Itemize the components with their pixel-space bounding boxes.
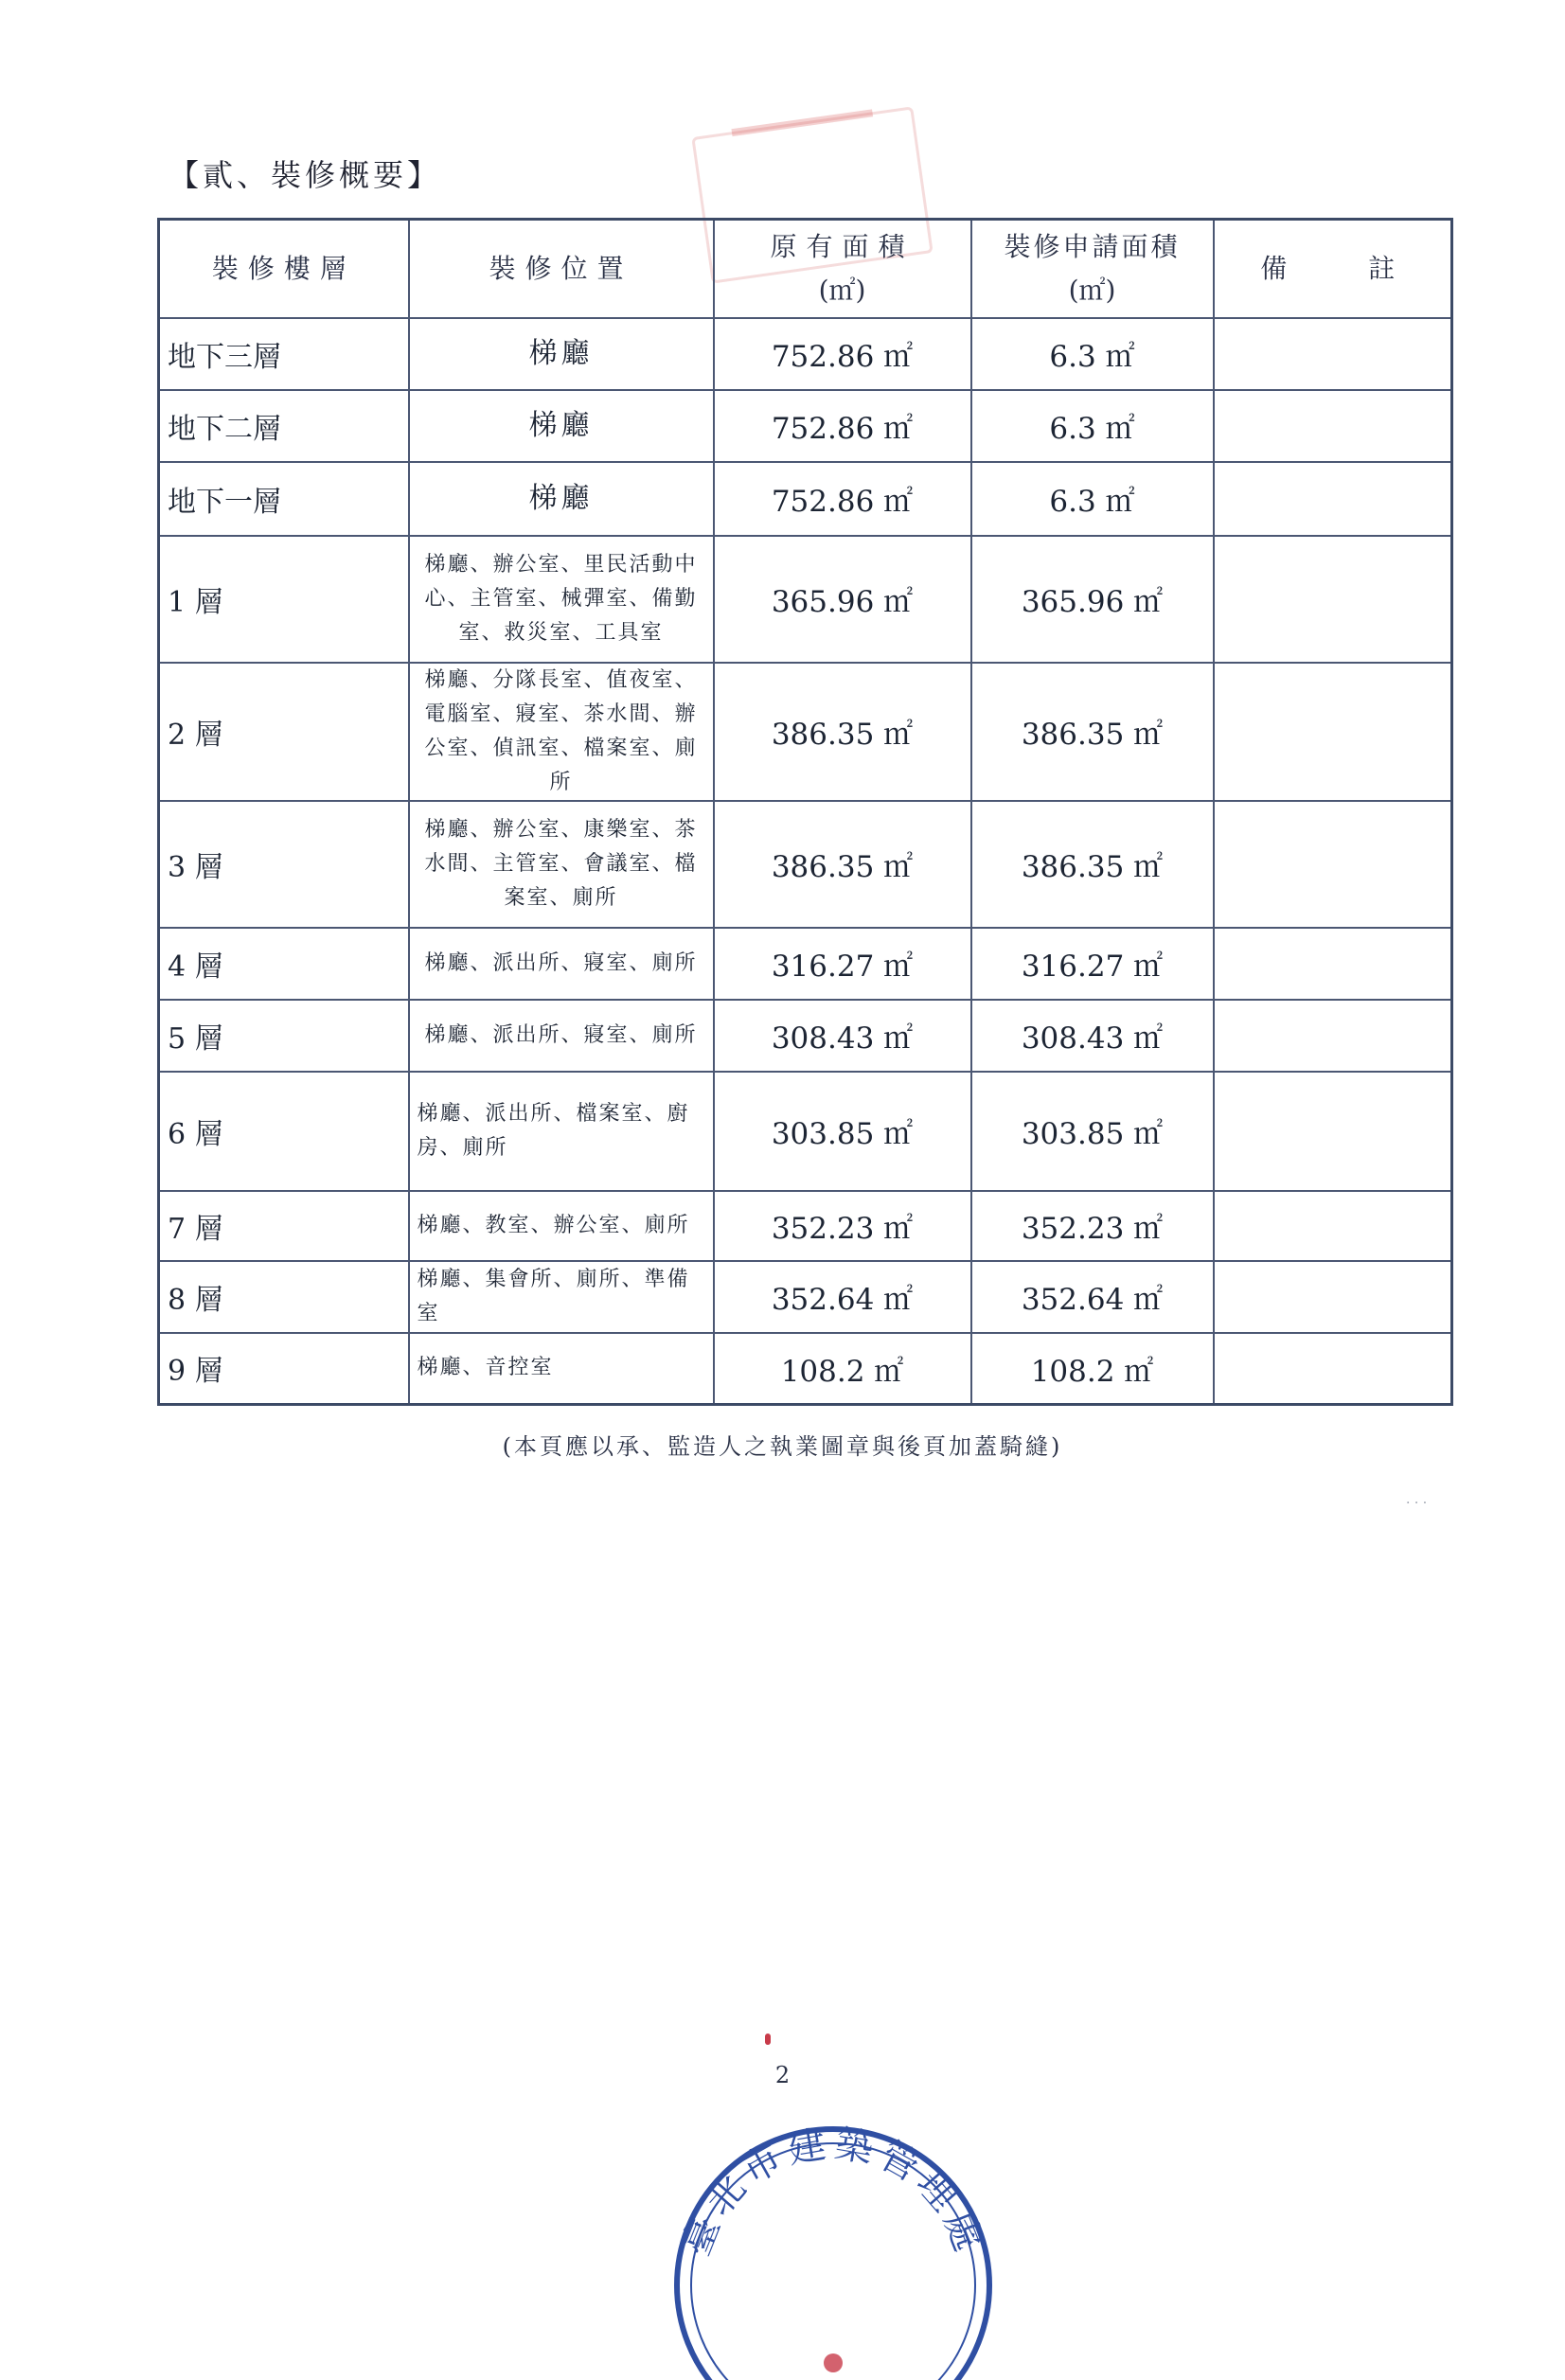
original-area-cell: 752.86 ㎡ [714, 462, 971, 536]
applied-area-cell: 316.27 ㎡ [971, 928, 1214, 1000]
original-area-cell: 352.64 ㎡ [714, 1261, 971, 1333]
applied-area-cell: 352.64 ㎡ [971, 1261, 1214, 1333]
applied-area-cell: 6.3 ㎡ [971, 390, 1214, 462]
applied-area-cell: 303.85 ㎡ [971, 1072, 1214, 1191]
location-cell: 梯廳、派出所、寢室、廁所 [409, 928, 714, 1000]
location-cell: 梯廳、教室、辦公室、廁所 [409, 1191, 714, 1261]
applied-area-cell: 308.43 ㎡ [971, 1000, 1214, 1072]
original-area-cell: 752.86 ㎡ [714, 390, 971, 462]
table-row [159, 536, 1452, 663]
location-cell: 梯廳 [409, 318, 714, 390]
remarks-cell [1214, 462, 1452, 536]
floor-cell: 地下二層 [159, 390, 409, 462]
location-cell: 梯廳、分隊長室、值夜室、電腦室、寢室、茶水間、辦公室、偵訊室、檔案室、廁所 [409, 663, 714, 801]
original-area-cell: 386.35 ㎡ [714, 663, 971, 801]
location-cell: 梯廳、派出所、檔案室、廚房、廁所 [409, 1072, 714, 1191]
applied-area-cell: 108.2 ㎡ [971, 1333, 1214, 1405]
original-area-cell: 352.23 ㎡ [714, 1191, 971, 1261]
applied-area-cell: 6.3 ㎡ [971, 462, 1214, 536]
location-cell: 梯廳 [409, 462, 714, 536]
table-row [159, 928, 1452, 1000]
location-cell: 梯廳、音控室 [409, 1333, 714, 1405]
remarks-cell [1214, 318, 1452, 390]
floor-cell: 地下三層 [159, 318, 409, 390]
table-row [159, 663, 1452, 801]
section-title: 【貳、裝修概要】 [169, 157, 442, 193]
header-remarks: 備 註 [1214, 220, 1452, 318]
original-area-cell: 308.43 ㎡ [714, 1000, 971, 1072]
floor-cell: 8 層 [159, 1261, 409, 1333]
remarks-cell [1214, 663, 1452, 801]
remarks-cell [1214, 1000, 1452, 1072]
applied-area-cell: 386.35 ㎡ [971, 663, 1214, 801]
official-seal [667, 2096, 999, 2380]
applied-area-cell: 386.35 ㎡ [971, 801, 1214, 928]
original-area-cell: 365.96 ㎡ [714, 536, 971, 663]
location-cell: 梯廳、派出所、寢室、廁所 [409, 1000, 714, 1072]
remarks-cell [1214, 390, 1452, 462]
location-cell: 梯廳 [409, 390, 714, 462]
seal-red-dot [824, 2353, 843, 2372]
floor-cell: 5 層 [159, 1000, 409, 1072]
floor-cell: 9 層 [159, 1333, 409, 1405]
page-number: 2 [774, 2062, 791, 2088]
table-row [159, 1333, 1452, 1405]
table-row [159, 390, 1452, 462]
header-original-area-label: 原有面積 [770, 230, 915, 262]
location-cell: 梯廳、辦公室、里民活動中心、主管室、械彈室、備勤室、救災室、工具室 [409, 536, 714, 663]
applied-area-cell: 6.3 ㎡ [971, 318, 1214, 390]
remarks-cell [1214, 928, 1452, 1000]
original-area-cell: 303.85 ㎡ [714, 1072, 971, 1191]
floor-cell: 2 層 [159, 663, 409, 801]
renovation-summary-table [157, 218, 1453, 1406]
header-original-area-unit: (㎡) [818, 274, 866, 306]
header-original-area [714, 220, 971, 318]
scan-speck: · · · [1406, 1496, 1428, 1511]
floor-cell: 地下一層 [159, 462, 409, 536]
table-row [159, 318, 1452, 390]
header-floor: 裝修樓層 [159, 220, 409, 318]
table-row [159, 462, 1452, 536]
remarks-cell [1214, 1333, 1452, 1405]
seal-text: 臺北市建築管理處 [674, 2122, 992, 2263]
floor-cell: 6 層 [159, 1072, 409, 1191]
table-row [159, 801, 1452, 928]
table-row [159, 1072, 1452, 1191]
applied-area-cell: 352.23 ㎡ [971, 1191, 1214, 1261]
floor-cell: 1 層 [159, 536, 409, 663]
original-area-cell: 316.27 ㎡ [714, 928, 971, 1000]
original-area-cell: 386.35 ㎡ [714, 801, 971, 928]
page-note: (本頁應以承、監造人之執業圖章與後頁加蓋騎縫) [502, 1433, 1063, 1460]
header-location: 裝修位置 [409, 220, 714, 318]
remarks-cell [1214, 1191, 1452, 1261]
location-cell: 梯廳、集會所、廁所、準備室 [409, 1261, 714, 1333]
table-row [159, 1261, 1452, 1333]
original-area-cell: 108.2 ㎡ [714, 1333, 971, 1405]
original-area-cell: 752.86 ㎡ [714, 318, 971, 390]
header-applied-area-unit: (㎡) [1068, 274, 1116, 306]
remarks-cell [1214, 801, 1452, 928]
applied-area-cell: 365.96 ㎡ [971, 536, 1214, 663]
table-row [159, 1000, 1452, 1072]
header-applied-area [971, 220, 1214, 318]
remarks-cell [1214, 1072, 1452, 1191]
floor-cell: 3 層 [159, 801, 409, 928]
floor-cell: 7 層 [159, 1191, 409, 1261]
floor-cell: 4 層 [159, 928, 409, 1000]
red-mark [765, 2034, 771, 2045]
header-applied-area-label: 裝修申請面積 [1004, 230, 1181, 262]
remarks-cell [1214, 1261, 1452, 1333]
remarks-cell [1214, 536, 1452, 663]
location-cell: 梯廳、辦公室、康樂室、茶水間、主管室、會議室、檔案室、廁所 [409, 801, 714, 928]
table-row [159, 1191, 1452, 1261]
table-header-row [159, 220, 1452, 318]
